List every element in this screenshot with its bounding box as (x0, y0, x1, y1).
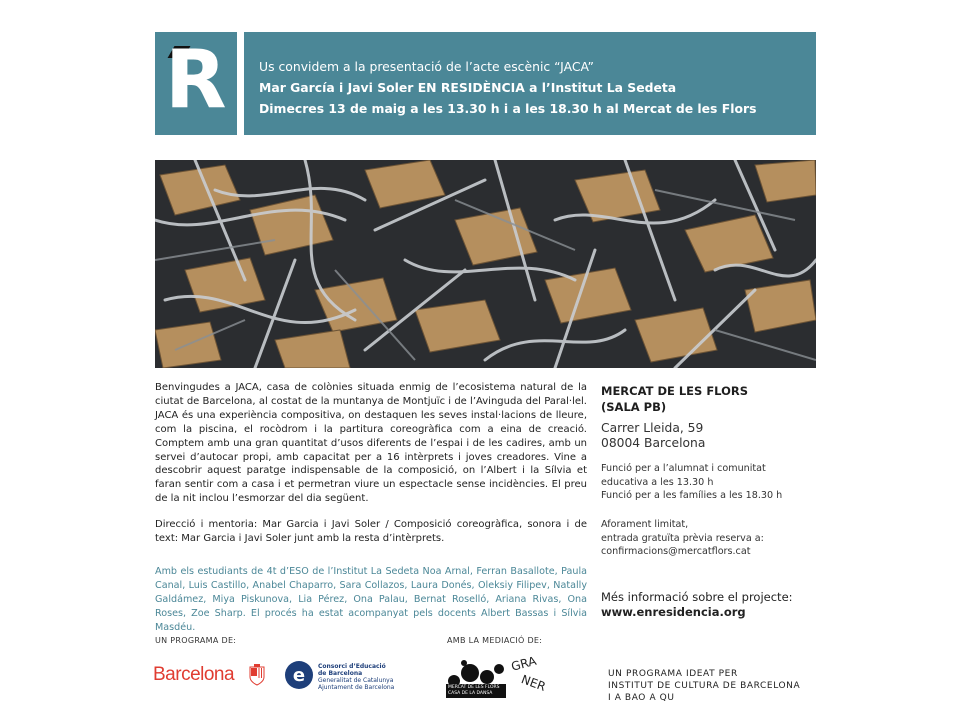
ceb-line-2: de Barcelona (318, 670, 363, 677)
ceb-line-4: Ajuntament de Barcelona (318, 684, 395, 691)
ideat-line-3: I A BAO A QU (608, 693, 675, 703)
graner-logo-icon (510, 652, 555, 697)
barcelona-logo: Barcelona (153, 664, 235, 685)
time-line-3: Funció per a les famílies a les 18.30 h (601, 490, 783, 501)
more-info-label: Més informació sobre el projecte: (601, 590, 793, 604)
svg-text:NER: NER (519, 672, 548, 694)
performance-times (601, 462, 782, 503)
time-line-2: educativa a les 13.30 h (601, 476, 714, 488)
time-line-1: Funció per a l’alumnat i comunitat (601, 463, 766, 474)
barcelona-crest-icon (249, 664, 265, 686)
venue-street: Carrer Lleida, 59 (601, 421, 704, 435)
ideat-line-2: INSTITUT DE CULTURA DE BARCELONA (608, 681, 801, 691)
programa-label: UN PROGRAMA DE: (155, 636, 237, 645)
more-info (601, 590, 793, 620)
project-website-link[interactable]: www.enresidencia.org (601, 605, 746, 619)
ceb-line-1: Consorci d’Educació (318, 663, 386, 670)
mdf-line-2: CASA DE LA DANSA (448, 691, 493, 696)
mdf-line-1: MERCAT DE LES FLORS (448, 685, 500, 690)
direction-credits: Direcció i mentoria: Mar Garcia i Javi Soler / Composició coreogràfica, sonora i de text: Mar Garcia i Javi Soler junt amb la resta d’intèrprets. (155, 519, 587, 544)
venue-title (601, 383, 748, 415)
reservation-info (601, 518, 764, 559)
mediacio-label: AMB LA MEDIACIÓ DE: (447, 636, 543, 645)
ceb-line-3: Generalitat de Catalunya (318, 677, 394, 684)
intro-paragraph: Benvingudes a JACA, casa de colònies situada enmig de l’ecosistema natural de la ciutat de Barcelona, al costat de la muntanya de Montjuïc i de l’Avinguda del Paral·lel. JACA és una experiència compositiva, on destaquen les seves instal·lacions de lleure, com la piscina, el rocòdrom i la partitura coreogràfica com a eina de creació. Comptem amb una gran quantitat d’usos diferents de l’espai i de les cadires, amb un servei d’autocar propi, amb capacitat per a 16 intèrprets i joves creadores. Vine a descobrir aquest paratge indispensable de la composició, on l’Albert i la Sílvia et faran sentir com a casa i et permetran viure un espectacle sense incidències. El preu de la nit inclou l’esmorzar del dia següent. (155, 382, 587, 505)
hero-photo-chairs (155, 160, 816, 368)
header-artists: Mar García i Javi Soler EN RESIDÈNCIA a l’Institut La Sedeta (259, 80, 677, 95)
consorci-educacio-logo-icon (284, 660, 314, 690)
mercat-flors-text (446, 684, 506, 698)
ideat-line-1: UN PROGRAMA IDEAT PER (608, 669, 738, 679)
venue-room: (SALA PB) (601, 400, 667, 414)
reservation-line-2: entrada gratuïta prèvia reserva a: (601, 532, 764, 544)
header-banner (244, 32, 816, 135)
venue-city: 08004 Barcelona (601, 436, 706, 450)
students-credits: Amb els estudiants de 4t d’ESO de l’Institut La Sedeta Noa Arnal, Ferran Basallote, Paula Canal, Luis Castillo, Anabel Chaparro, Sara Collazos, Laura Donés, Oleksiy Filipev, Natally Galdámez, Miya Piskunova, Lia Pérez, Ona Palau, Bernat Roselló, Ariana Rivas, Ona Roses, Zoe Sharp. El procés ha estat acompanyat pels docents Albert Bassas i Sílvia Masdéu. (155, 566, 587, 633)
chairs-illustration (155, 160, 816, 368)
venue-address (601, 421, 705, 451)
en-residencia-logo (155, 32, 237, 135)
logo-letter: R (165, 33, 227, 126)
reservation-line-1: Aforament limitat, (601, 519, 689, 530)
reservation-email-link[interactable]: confirmacions@mercatflors.cat (601, 546, 751, 557)
consorci-educacio-text (318, 663, 394, 691)
header-date: Dimecres 13 de maig a les 13.30 h i a les 18.30 h al Mercat de les Flors (259, 101, 757, 116)
svg-text:GRA: GRA (510, 653, 538, 674)
ideat-per (608, 668, 800, 704)
svg-text:e: e (292, 665, 306, 686)
header-invite: Us convidem a la presentació de l’acte escènic “JACA” (259, 59, 594, 74)
venue-name: MERCAT DE LES FLORS (601, 384, 749, 398)
